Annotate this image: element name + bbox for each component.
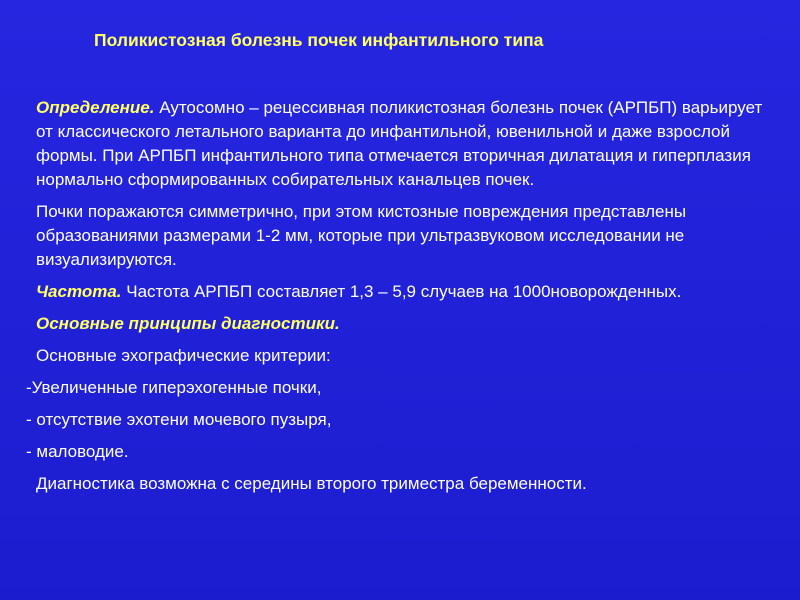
- criteria-item-no-bladder: - отсутствие эхотени мочевого пузыря,: [26, 410, 332, 429]
- criteria-intro: Основные эхографические критерии:: [36, 346, 331, 365]
- criteria-item-enlarged-kidneys: -Увеличенные гиперэхогенные почки,: [26, 378, 322, 397]
- definition-text: Аутосомно – рецессивная поликистозная болезнь почек (АРПБП) варьирует от классического летального варианта до инфантильной, ювенильной и даже взрослой формы. При АРПБП инфантильного типа отмечается вторичная дилатация и гиперплазия нормально сформированных собирательных канальцев почек.: [36, 98, 763, 189]
- frequency-paragraph: [36, 280, 766, 304]
- criteria-item-oligohydramnios: - маловодие.: [26, 442, 129, 461]
- definition-term: Определение.: [36, 98, 155, 117]
- frequency-text: Частота АРПБП составляет 1,3 – 5,9 случаев на 1000новорожденных.: [121, 282, 682, 301]
- definition-paragraph: [36, 96, 766, 192]
- slide-content: [26, 96, 766, 504]
- symmetry-paragraph: Почки поражаются симметрично, при этом кистозные повреждения представлены образованиями размерами 1-2 мм, которые при ультразвуковом исследовании не визуализируются.: [36, 202, 687, 269]
- slide-title: Поликистозная болезнь почек инфантильного типа: [94, 30, 544, 50]
- frequency-term: Частота.: [36, 282, 122, 301]
- conclusion-paragraph: Диагностика возможна с середины второго триместра беременности.: [36, 474, 587, 493]
- diagnostics-heading: Основные принципы диагностики.: [36, 314, 340, 333]
